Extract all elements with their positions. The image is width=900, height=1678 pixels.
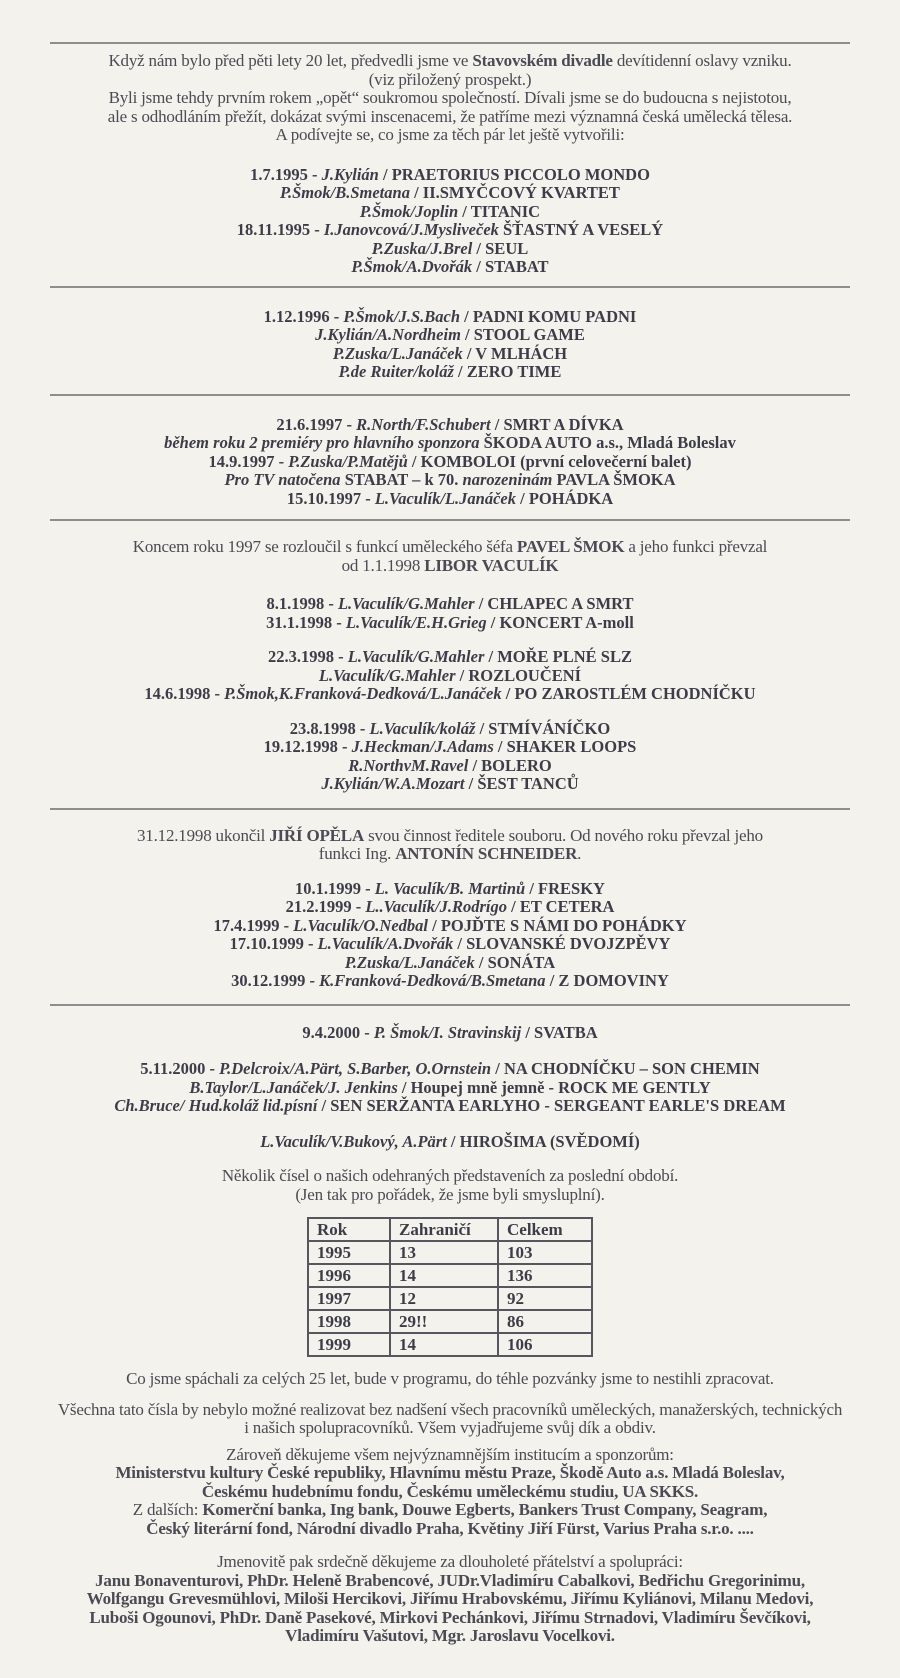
premiere-line: 18.11.1995 - I.Janovcová/J.Mysliveček ŠŤASTNÝ A VESELÝ bbox=[236, 220, 664, 239]
premiere-line: 19.12.1998 - J.Heckman/J.Adams / SHAKER LOOPS bbox=[263, 737, 637, 756]
premiere-line: P.Šmok/Joplin / TITANIC bbox=[359, 201, 541, 221]
premiere-line: 1.12.1996 - P.Šmok/J.S.Bach / PADNI KOMU PADNI bbox=[263, 306, 637, 326]
intro-line: ale s odhodláním přežít, dokázat svými inscenacemi, že patříme mezi významná česká umělecká tělesa. bbox=[107, 106, 793, 126]
premiere-line: P.Šmok/A.Dvořák / STABAT bbox=[351, 257, 549, 276]
cell-year: 1995 bbox=[308, 1241, 390, 1264]
premiere-line: 17.10.1999 - L.Vaculík/A.Dvořák / SLOVANSKÉ DVOJZPĚVY bbox=[229, 934, 671, 953]
section-divider bbox=[50, 519, 850, 521]
premiere-line: L.Vaculík/G.Mahler / ROZLOUČENÍ bbox=[318, 665, 582, 685]
table-header-row bbox=[308, 1218, 592, 1241]
table-row bbox=[308, 1264, 592, 1287]
premieres-1997 bbox=[0, 416, 900, 509]
person-line: Jmenovitě pak srdečně děkujeme za dlouholeté přátelství a spolupráci: bbox=[217, 1552, 683, 1571]
premiere-line: J.Kylián/A.Nordheim / STOOL GAME bbox=[315, 325, 585, 344]
thanks-sponsors-paragraph bbox=[0, 1446, 900, 1539]
person-line: Luboši Ogounovi, PhDr. Daně Pasekové, Mirkovi Pechánkovi, Jiřímu Strnadovi, Vladimíru Ševčíkovi, bbox=[89, 1607, 811, 1627]
premiere-line: B.Taylor/L.Janáček/J. Jenkins / Houpej mně jemně - ROCK ME GENTLY bbox=[189, 1077, 711, 1097]
premiere-line: J.Kylián/W.A.Mozart / ŠEST TANCŮ bbox=[321, 774, 579, 793]
premiere-line: 8.1.1998 - L.Vaculík/G.Mahler / CHLAPEC A SMRT bbox=[266, 594, 634, 613]
premieres-1995 bbox=[0, 166, 900, 277]
cell-abroad: 13 bbox=[390, 1241, 498, 1264]
premiere-line: 15.10.1997 - L.Vaculík/L.Janáček / POHÁDKA bbox=[286, 488, 614, 508]
premieres-2000-block1 bbox=[0, 1024, 900, 1043]
intro-line: Byli jsme tehdy prvním rokem „opět“ soukromou společností. Dívali jsme se do budoucna s nejistotou, bbox=[108, 88, 792, 107]
cell-year: 1996 bbox=[308, 1264, 390, 1287]
section-divider bbox=[50, 42, 850, 44]
premiere-line: R.NorthvM.Ravel / BOLERO bbox=[348, 755, 552, 775]
cell-abroad: 14 bbox=[390, 1333, 498, 1356]
table-row bbox=[308, 1333, 592, 1356]
premiere-line: P.Šmok/B.Smetana / II.SMYČCOVÝ KVARTET bbox=[280, 183, 620, 202]
section-divider bbox=[50, 286, 850, 288]
premiere-line: 22.3.1998 - L.Vaculík/G.Mahler / MOŘE PLNÉ SLZ bbox=[268, 647, 632, 666]
cell-total: 86 bbox=[498, 1310, 592, 1333]
person-line: Janu Bonaventurovi, PhDr. Heleně Brabencové, JUDr.Vladimíru Cabalkovi, Bedřichu Gregorinimu, bbox=[95, 1570, 805, 1590]
premiere-line: 14.9.1997 - P.Zuska/P.Matějů / KOMBOLOI (první celovečerní balet) bbox=[208, 451, 692, 471]
note-line: Několik čísel o našich odehraných představeních za poslední období. bbox=[221, 1166, 679, 1185]
cell-abroad: 12 bbox=[390, 1287, 498, 1310]
premieres-1998-block3 bbox=[0, 720, 900, 794]
premiere-line: 31.1.1998 - L.Vaculík/E.H.Grieg / KONCERT A-moll bbox=[266, 612, 634, 632]
premiere-line: 21.6.1997 - R.North/F.Schubert / SMRT A DÍVKA bbox=[276, 414, 624, 434]
sponsor-line: Zároveň děkujeme všem nejvýznamnějším institucím a sponzorům: bbox=[226, 1444, 674, 1464]
cell-total: 103 bbox=[498, 1241, 592, 1264]
section-divider bbox=[50, 808, 850, 810]
table-row bbox=[308, 1310, 592, 1333]
premieres-1999 bbox=[0, 880, 900, 991]
note-director-change-1999 bbox=[0, 827, 900, 864]
note-line: Koncem roku 1997 se rozloučil s funkcí uměleckého šéfa PAVEL ŠMOK a jeho funkci převzal bbox=[132, 537, 768, 556]
thanks-staff-paragraph bbox=[0, 1401, 900, 1438]
premiere-line: 5.11.2000 - P.Delcroix/A.Pärt, S.Barber, O.Ornstein / NA CHODNÍČKU – SON CHEMIN bbox=[140, 1059, 760, 1078]
premiere-line: 10.1.1999 - L. Vaculík/B. Martinů / FRESKY bbox=[295, 878, 605, 898]
premieres-1998-block1 bbox=[0, 595, 900, 632]
intro-line: A podívejte se, co jsme za těch pár let ještě vytvořili: bbox=[275, 125, 625, 144]
premiere-line: L.Vaculík/V.Bukový, A.Pärt / HIROŠIMA (SVĚDOMÍ) bbox=[260, 1131, 640, 1151]
premieres-1996 bbox=[0, 308, 900, 382]
cell-abroad: 29!! bbox=[390, 1310, 498, 1333]
note-line: (Jen tak pro pořádek, že jsme byli smysluplní). bbox=[295, 1184, 605, 1204]
premiere-line: P.de Ruiter/koláž / ZERO TIME bbox=[338, 362, 562, 381]
note-25-years bbox=[0, 1370, 900, 1389]
note-line: Co jsme spáchali za celých 25 let, bude v programu, do téhle pozvánky jsme to nestihli zpracovat. bbox=[126, 1369, 774, 1388]
intro-paragraph bbox=[0, 52, 900, 145]
premiere-line: Ch.Bruce/ Hud.koláž lid.písní / SEN SERŽANTA EARLYHO - SERGEANT EARLE'S DREAM bbox=[114, 1096, 786, 1115]
sponsor-line: Z dalších: Komerční banka, Ing bank, Douwe Egberts, Bankers Trust Company, Seagram, bbox=[132, 1500, 768, 1519]
section-divider bbox=[50, 394, 850, 396]
cell-year: 1999 bbox=[308, 1333, 390, 1356]
table-row bbox=[308, 1241, 592, 1264]
premiere-line: během roku 2 premiéry pro hlavního sponzora ŠKODA AUTO a.s., Mladá Boleslav bbox=[164, 433, 736, 452]
premiere-line: 21.2.1999 - L..Vaculík/J.Rodrígo / ET CETERA bbox=[285, 897, 615, 916]
cell-total: 136 bbox=[498, 1264, 592, 1287]
note-director-change-1998 bbox=[0, 538, 900, 575]
premiere-line: P.Zuska/L.Janáček / SONÁTA bbox=[344, 952, 556, 972]
column-header-celkem: Celkem bbox=[498, 1218, 592, 1241]
premiere-line: Pro TV natočena STABAT – k 70. narozeninám PAVLA ŠMOKA bbox=[224, 470, 676, 489]
premiere-line: 1.7.1995 - J.Kylián / PRAETORIUS PICCOLO MONDO bbox=[250, 164, 650, 184]
premieres-2000-block2 bbox=[0, 1060, 900, 1116]
cell-abroad: 14 bbox=[390, 1264, 498, 1287]
column-header-rok: Rok bbox=[308, 1218, 390, 1241]
premieres-2000-block3 bbox=[0, 1133, 900, 1152]
cell-total: 92 bbox=[498, 1287, 592, 1310]
premiere-line: 14.6.1998 - P.Šmok,K.Franková-Dedková/L.Janáček / PO ZAROSTLÉM CHODNÍČKU bbox=[144, 684, 756, 703]
sponsor-line: Český literární fond, Národní divadlo Praha, Květiny Jiří Fürst, Varius Praha s.r.o. .... bbox=[146, 1518, 754, 1538]
note-line: od 1.1.1998 LIBOR VACULÍK bbox=[341, 555, 559, 575]
column-header-zahranici: Zahraničí bbox=[390, 1218, 498, 1241]
thanks-individuals-paragraph bbox=[0, 1553, 900, 1646]
cell-total: 106 bbox=[498, 1333, 592, 1356]
premiere-line: P.Zuska/J.Brel / SEUL bbox=[371, 238, 529, 258]
note-line: funkci Ing. ANTONÍN SCHNEIDER. bbox=[318, 844, 582, 863]
premiere-line: 9.4.2000 - P. Šmok/I. Stravinskij / SVATBA bbox=[302, 1022, 598, 1042]
note-line: Všechna tato čísla by nebylo možné realizovat bez nadšení všech pracovníků uměleckých, manažerských, technických bbox=[57, 1399, 843, 1419]
person-line: Vladimíru Vašutovi, Mgr. Jaroslavu Vocelkovi. bbox=[285, 1626, 615, 1645]
premieres-1998-block2 bbox=[0, 648, 900, 704]
sponsor-line: Českému hudebnímu fondu, Českému uměleckému studiu, UA SKKS. bbox=[201, 1481, 699, 1501]
note-line: 31.12.1998 ukončil JIŘÍ OPĚLA svou činnost ředitele souboru. Od nového roku převzal jeho bbox=[137, 825, 763, 845]
cell-year: 1998 bbox=[308, 1310, 390, 1333]
premiere-line: 23.8.1998 - L.Vaculík/koláž / STMÍVÁNÍČKO bbox=[289, 718, 611, 738]
sponsor-line: Ministerstvu kultury České republiky, Hlavnímu městu Praze, Škodě Auto a.s. Mladá Boleslav, bbox=[115, 1463, 785, 1482]
table-row bbox=[308, 1287, 592, 1310]
intro-line: (viz přiložený prospekt.) bbox=[368, 69, 532, 89]
premiere-line: P.Zuska/L.Janáček / V MLHÁCH bbox=[332, 343, 568, 363]
intro-line: Když nám bylo před pěti lety 20 let, předvedli jsme ve Stavovském divadle devítidenní oslavy vzniku. bbox=[108, 51, 792, 70]
person-line: Wolfgangu Grevesmühlovi, Miloši Hercikovi, Jiřímu Hrabovskému, Jiřímu Kyliánovi, Milanu Medovi, bbox=[86, 1589, 814, 1608]
statistics-intro bbox=[0, 1167, 900, 1204]
premiere-line: 17.4.1999 - L.Vaculík/O.Nedbal / POJĎTE S NÁMI DO POHÁDKY bbox=[213, 915, 687, 935]
cell-year: 1997 bbox=[308, 1287, 390, 1310]
note-line: i našich spolupracovníků. Všem vyjadřujeme svůj dík a obdiv. bbox=[244, 1418, 656, 1437]
premiere-line: 30.12.1999 - K.Franková-Dedková/B.Smetana / Z DOMOVINY bbox=[231, 971, 669, 990]
section-divider bbox=[50, 1004, 850, 1006]
performance-statistics-table bbox=[307, 1217, 593, 1357]
